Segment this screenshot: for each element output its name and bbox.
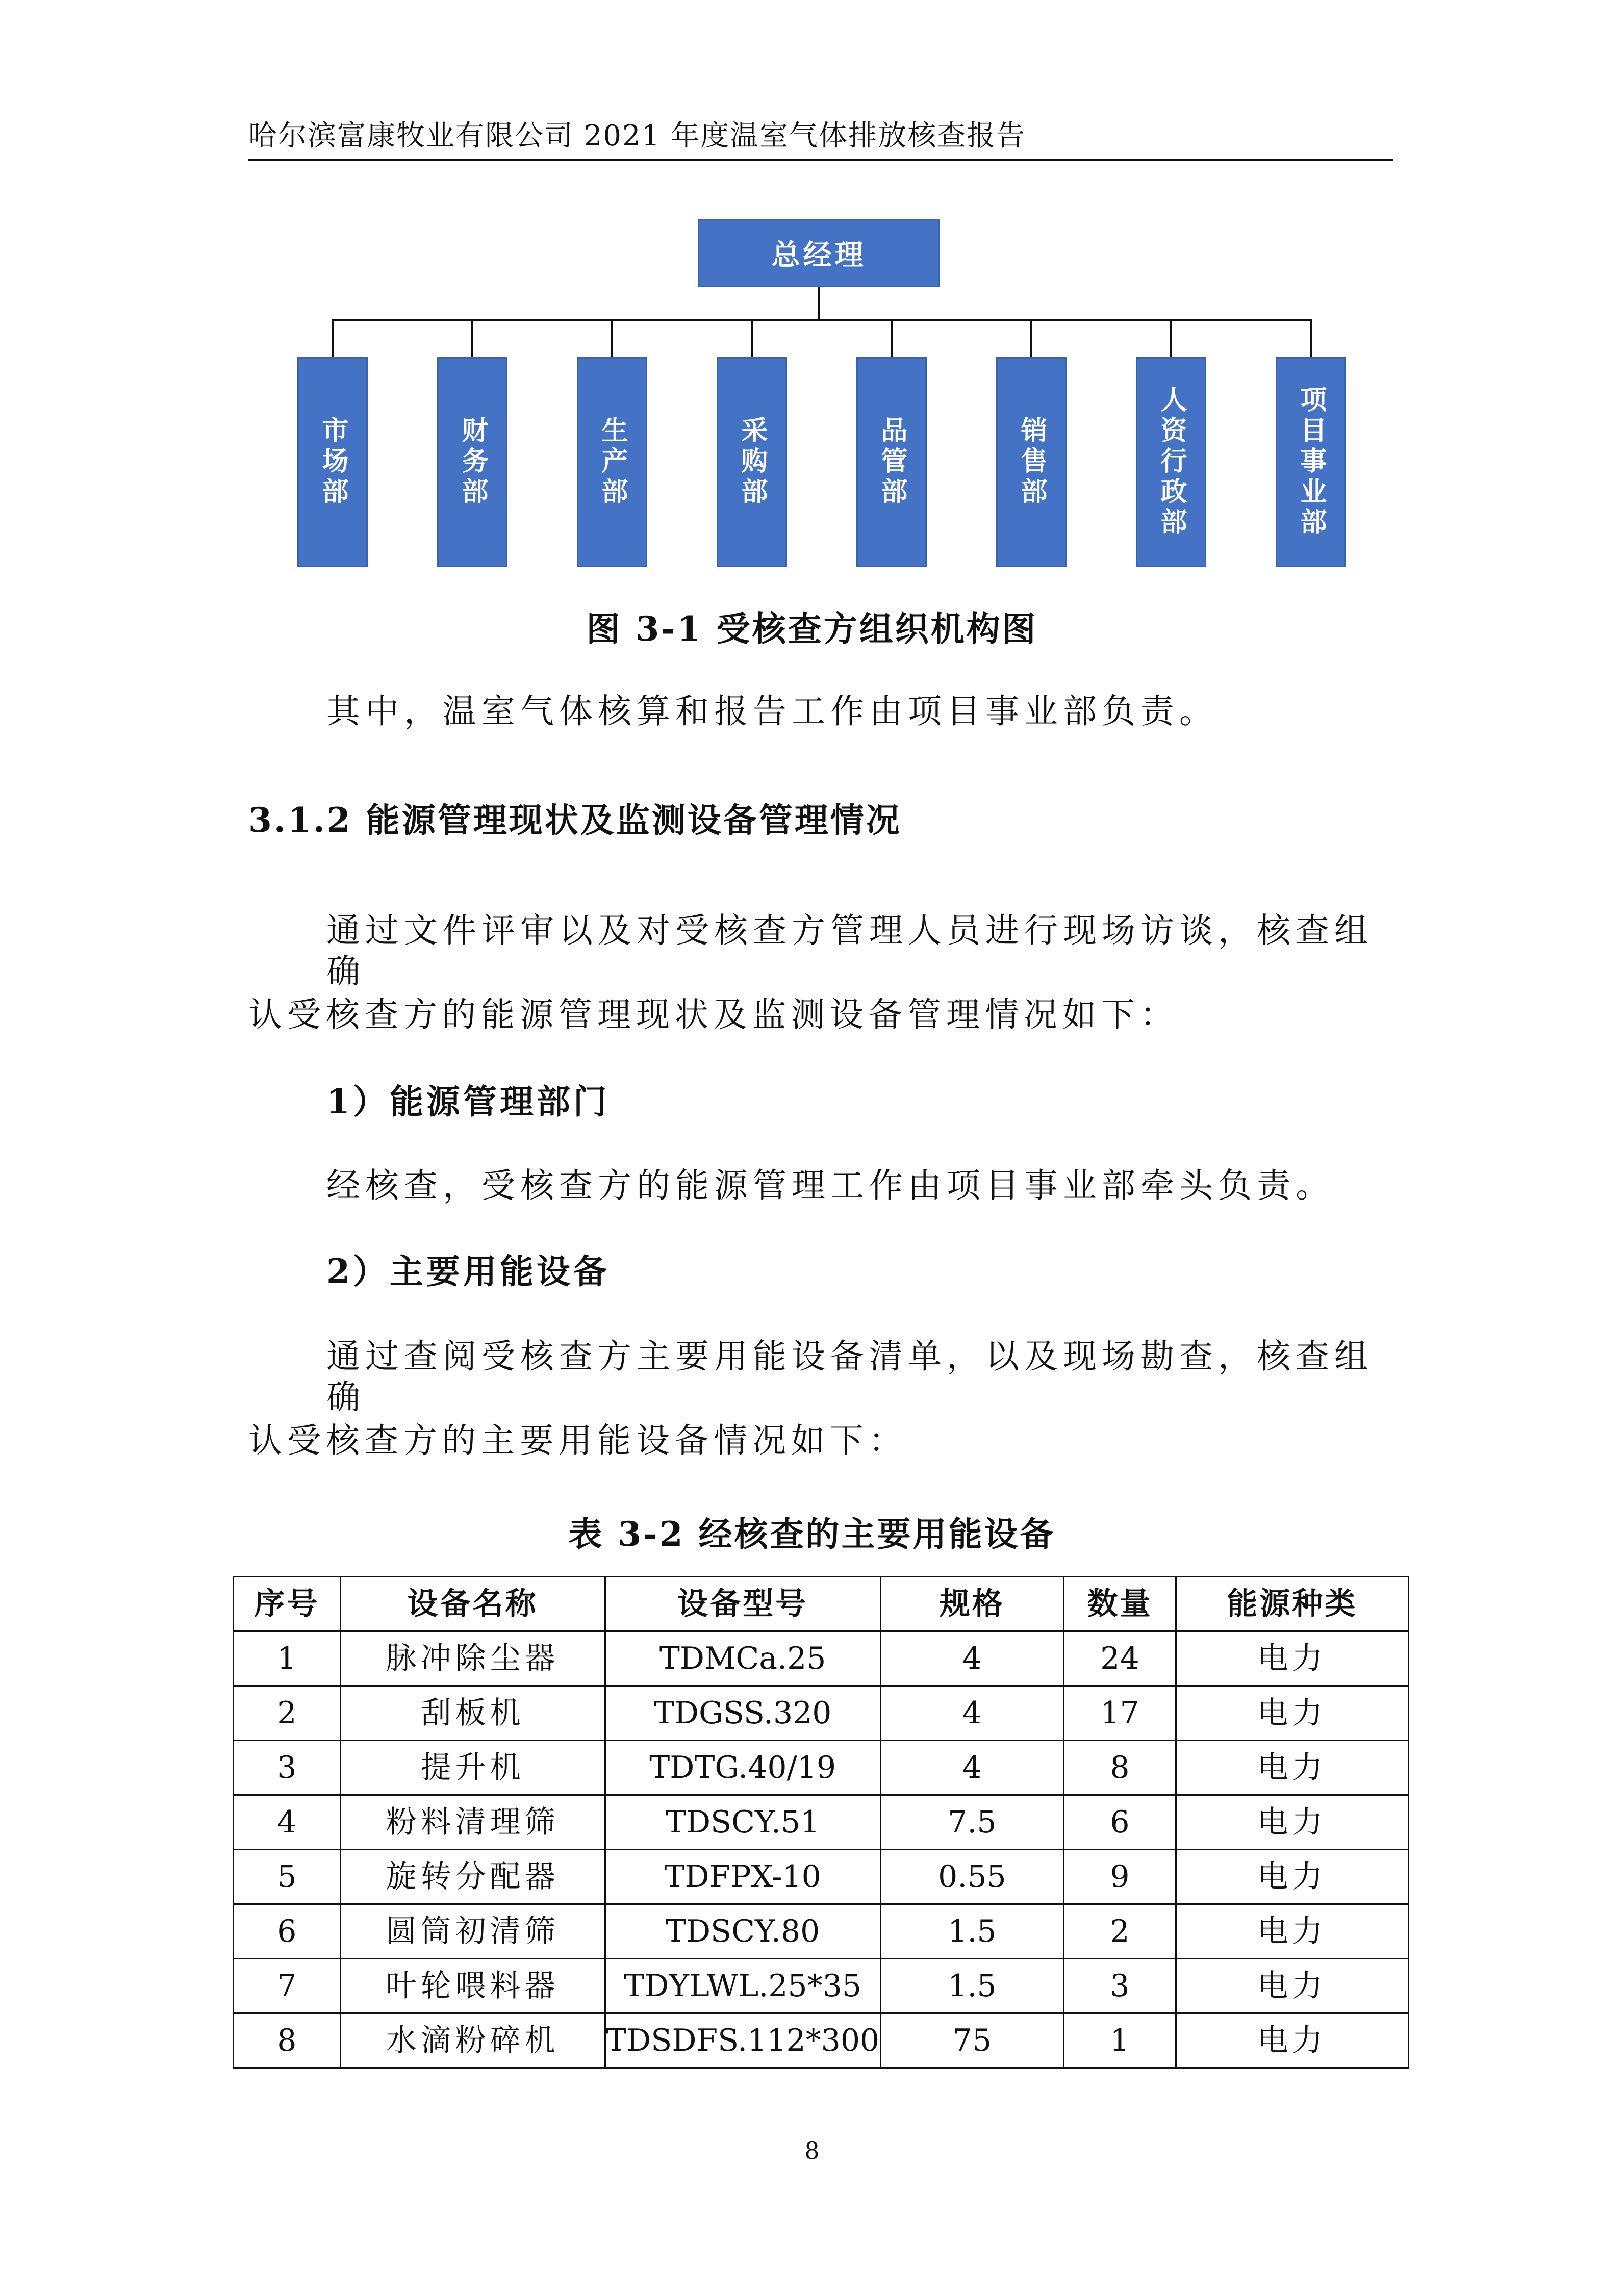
cell-equipment-name: 水滴粉碎机	[340, 2013, 605, 2068]
department-label: 采购部	[737, 416, 767, 508]
cell-equipment-model: TDFPX-10	[605, 1850, 880, 1904]
cell-quantity: 6	[1064, 1795, 1176, 1850]
paragraph-intro-line1: 通过文件评审以及对受核查方管理人员进行现场访谈，核查组确	[326, 911, 1373, 991]
cell-energy-type: 电力	[1176, 1795, 1408, 1850]
org-branch-line	[611, 319, 613, 357]
cell-quantity: 2	[1064, 1904, 1176, 1959]
paragraph-equipment-line1: 通过查阅受核查方主要用能设备清单，以及现场勘查，核查组确	[326, 1337, 1373, 1417]
table-row	[234, 1850, 1409, 1904]
table-body	[234, 1631, 1409, 2068]
page-number: 8	[804, 2137, 820, 2164]
org-box-department	[856, 357, 927, 567]
cell-spec: 1.5	[880, 1904, 1064, 1959]
cell-quantity: 8	[1064, 1741, 1176, 1795]
org-branch-line	[891, 319, 893, 357]
cell-equipment-name: 旋转分配器	[340, 1850, 605, 1904]
table-caption: 表 3-2 经核查的主要用能设备	[568, 1514, 1056, 1554]
org-branch-line	[1170, 319, 1172, 357]
cell-spec: 1.5	[880, 1959, 1064, 2013]
table-row	[234, 1959, 1409, 2013]
header-quantity: 数量	[1064, 1577, 1176, 1631]
section-heading: 3.1.2 能源管理现状及监测设备管理情况	[248, 800, 902, 840]
cell-equipment-model: TDYLWL.25*35	[605, 1959, 880, 2013]
cell-energy-type: 电力	[1176, 1850, 1408, 1904]
cell-energy-type: 电力	[1176, 2013, 1408, 2068]
table-row	[234, 1904, 1409, 1959]
department-label: 品管部	[876, 416, 907, 508]
table-row	[234, 1631, 1409, 1686]
cell-energy-type: 电力	[1176, 1959, 1408, 2013]
cell-quantity: 17	[1064, 1686, 1176, 1741]
header-energy-type: 能源种类	[1176, 1577, 1408, 1631]
table-row	[234, 1795, 1409, 1850]
subheading-main-equipment: 2）主要用能设备	[326, 1252, 610, 1291]
org-box-department	[717, 357, 787, 567]
cell-index: 2	[234, 1686, 341, 1741]
cell-spec: 4	[880, 1741, 1064, 1795]
header-equipment-name: 设备名称	[340, 1577, 605, 1631]
cell-index: 8	[234, 2013, 341, 2068]
cell-equipment-model: TDGSS.320	[605, 1686, 880, 1741]
department-label: 生产部	[597, 416, 627, 508]
department-label: 销售部	[1016, 416, 1047, 508]
org-box-department	[437, 357, 508, 567]
header-index: 序号	[234, 1577, 341, 1631]
cell-spec: 7.5	[880, 1795, 1064, 1850]
cell-equipment-name: 圆筒初清筛	[340, 1904, 605, 1959]
cell-quantity: 3	[1064, 1959, 1176, 2013]
org-box-department	[996, 357, 1067, 567]
subheading-energy-dept: 1）能源管理部门	[326, 1082, 610, 1121]
org-branch-line	[471, 319, 473, 357]
org-box-department	[1136, 357, 1206, 567]
org-branch-line	[1030, 319, 1032, 357]
cell-equipment-model: TDSDFS.112*300	[605, 2013, 880, 2068]
department-label: 人资行政部	[1156, 386, 1186, 539]
org-box-department	[1276, 357, 1346, 567]
cell-index: 3	[234, 1741, 341, 1795]
cell-index: 5	[234, 1850, 341, 1904]
header-equipment-model: 设备型号	[605, 1577, 880, 1631]
table-row	[234, 1686, 1409, 1741]
equipment-table	[233, 1576, 1409, 2069]
cell-equipment-name: 脉冲除尘器	[340, 1631, 605, 1686]
org-branch-line	[1310, 319, 1312, 357]
cell-equipment-name: 提升机	[340, 1741, 605, 1795]
figure-caption: 图 3-1 受核查方组织机构图	[586, 609, 1038, 649]
cell-equipment-model: TDTG.40/19	[605, 1741, 880, 1795]
header-spec: 规格	[880, 1577, 1064, 1631]
org-branch-line	[332, 319, 334, 357]
department-label: 项目事业部	[1296, 386, 1326, 539]
header-rule	[248, 159, 1393, 161]
table-header-row	[234, 1577, 1409, 1631]
cell-energy-type: 电力	[1176, 1741, 1408, 1795]
cell-quantity: 24	[1064, 1631, 1176, 1686]
org-box-general-manager: 总经理	[698, 219, 940, 287]
cell-energy-type: 电力	[1176, 1904, 1408, 1959]
cell-equipment-name: 刮板机	[340, 1686, 605, 1741]
cell-equipment-model: TDSCY.51	[605, 1795, 880, 1850]
paragraph-intro-line2: 认受核查方的能源管理现状及监测设备管理情况如下：	[248, 995, 1179, 1034]
cell-spec: 75	[880, 2013, 1064, 2068]
paragraph-equipment-line2: 认受核查方的主要用能设备情况如下：	[248, 1421, 907, 1460]
table-row	[234, 2013, 1409, 2068]
paragraph-responsibility: 其中，温室气体核算和报告工作由项目事业部负责。	[326, 692, 1218, 731]
cell-quantity: 1	[1064, 2013, 1176, 2068]
table-row	[234, 1741, 1409, 1795]
cell-index: 7	[234, 1959, 341, 2013]
department-label: 财务部	[457, 416, 488, 508]
page-header: 哈尔滨富康牧业有限公司 2021 年度温室气体排放核查报告	[248, 119, 1026, 152]
cell-quantity: 9	[1064, 1850, 1176, 1904]
org-branch-line	[751, 319, 753, 357]
cell-spec: 0.55	[880, 1850, 1064, 1904]
org-box-department	[577, 357, 647, 567]
org-box-department	[297, 357, 368, 567]
cell-equipment-model: TDSCY.80	[605, 1904, 880, 1959]
cell-index: 6	[234, 1904, 341, 1959]
cell-equipment-name: 叶轮喂料器	[340, 1959, 605, 2013]
cell-spec: 4	[880, 1686, 1064, 1741]
cell-index: 1	[234, 1631, 341, 1686]
cell-energy-type: 电力	[1176, 1631, 1408, 1686]
org-bus-line	[332, 319, 1312, 321]
org-trunk-line	[818, 287, 820, 320]
paragraph-energy-dept: 经核查，受核查方的能源管理工作由项目事业部牵头负责。	[326, 1166, 1334, 1205]
cell-equipment-name: 粉料清理筛	[340, 1795, 605, 1850]
cell-spec: 4	[880, 1631, 1064, 1686]
cell-index: 4	[234, 1795, 341, 1850]
department-label: 市场部	[317, 416, 348, 508]
cell-equipment-model: TDMCa.25	[605, 1631, 880, 1686]
cell-energy-type: 电力	[1176, 1686, 1408, 1741]
